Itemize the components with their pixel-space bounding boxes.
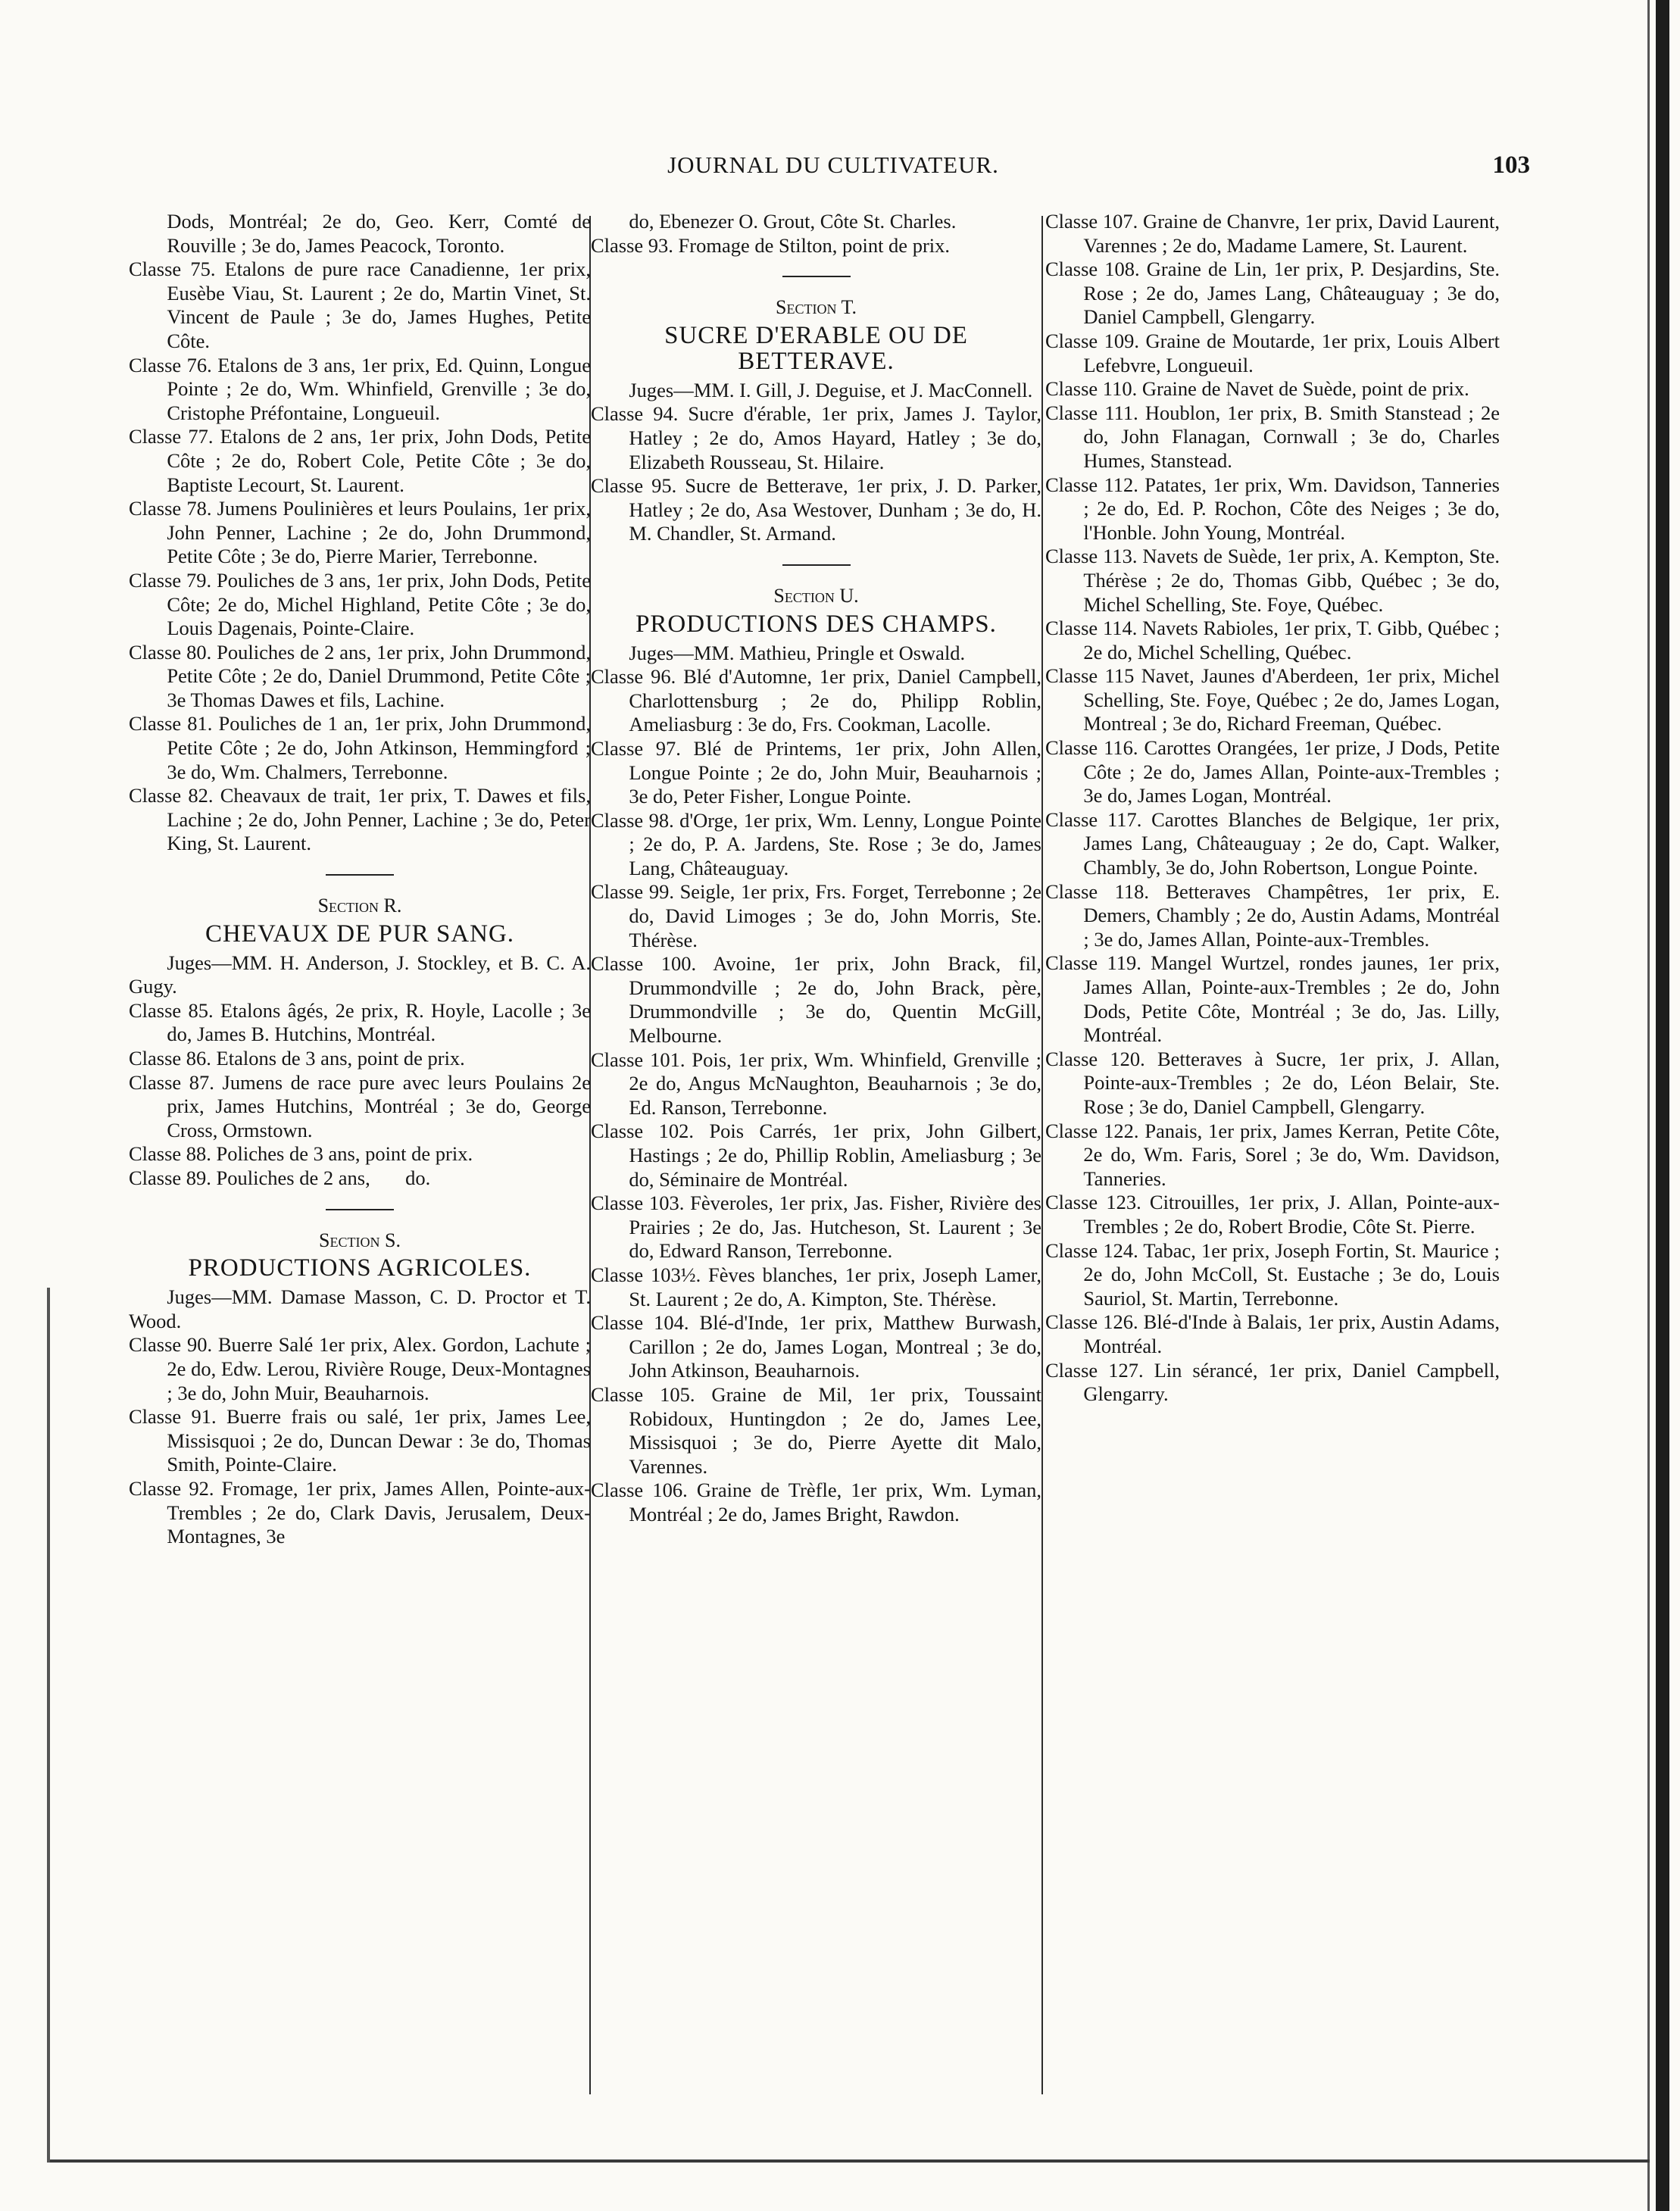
list-item: Classe 80. Pouliches de 2 ans, 1er prix, John Drummond, Petite Côte ; 2e do, Daniel Drummond, Petite Côte ; 3e Thomas Dawes et fils, Lachine.: [129, 640, 591, 711]
list-item: Classe 92. Fromage, 1er prix, James Allen, Pointe-aux-Trembles ; 2e do, Clark Davis, Jerusalem, Deux-Montagnes, 3e: [129, 1476, 591, 1548]
page-left-edge: [47, 1288, 50, 2163]
list-item: Classe 95. Sucre de Betterave, 1er prix, J. D. Parker, Hatley ; 2e do, Asa Westover, Dunham ; 3e do, H. M. Chandler, St. Armand.: [591, 474, 1041, 545]
section-title: CHEVAUX DE PUR SANG.: [205, 920, 515, 948]
list-item: Classe 96. Blé d'Automne, 1er prix, Daniel Campbell, Charlottensburg ; 2e do, Philipp Roblin, Ameliasburg : 3e do, Frs. Cookman, Lacolle.: [591, 665, 1041, 736]
section-divider: [782, 564, 851, 566]
list-item: Classe 102. Pois Carrés, 1er prix, John Gilbert, Hastings ; 2e do, Phillip Roblin, Ameliasburg ; 3e do, Séminaire de Montréal.: [591, 1120, 1041, 1191]
list-item: Classe 76. Etalons de 3 ans, 1er prix, Ed. Quinn, Longue Pointe ; 2e do, Wm. Whinfield, Grenville ; 3e do, Cristophe Préfontaine, Longueuil.: [129, 353, 591, 424]
list-item: Classe 79. Pouliches de 3 ans, 1er prix, John Dods, Petite Côte; 2e do, Michel Highland, Petite Côte ; 3e do, Louis Dagenais, Pointe-Claire.: [129, 568, 591, 640]
judges-line: Juges—MM. Damase Masson, C. D. Proctor et T. Wood.: [129, 1285, 591, 1332]
page-number: 103: [1492, 151, 1530, 179]
judges-line: Juges—MM. Mathieu, Pringle et Oswald.: [629, 641, 966, 664]
list-item: Classe 127. Lin sérancé, 1er prix, Daniel Campbell, Glengarry.: [1045, 1358, 1500, 1406]
list-item: Classe 99. Seigle, 1er prix, Frs. Forget, Terrebonne ; 2e do, David Limoges ; 3e do, John Morris, Ste. Thérèse.: [591, 880, 1041, 951]
section-label: Section R.: [317, 895, 402, 917]
book-binding-edge: [1656, 0, 1669, 2211]
section-title: PRODUCTIONS AGRICOLES.: [188, 1254, 532, 1282]
list-item: Classe 116. Carottes Orangées, 1er prize, J Dods, Petite Côte ; 2e do, James Allan, Pointe-aux-Trembles ; 3e do, James Logan, Montréal.: [1045, 736, 1500, 807]
list-item: Classe 94. Sucre d'érable, 1er prix, James J. Taylor, Hatley ; 2e do, Amos Hayard, Hatley ; 3e do, Elizabeth Rousseau, St. Hilaire.: [591, 402, 1041, 473]
list-item: Classe 89. Pouliches de 2 ans, do.: [129, 1166, 431, 1189]
list-item: Classe 109. Graine de Moutarde, 1er prix, Louis Albert Lefebvre, Longueuil.: [1045, 329, 1500, 376]
section-label: Section S.: [319, 1229, 401, 1251]
list-item: Classe 124. Tabac, 1er prix, Joseph Fortin, St. Maurice ; 2e do, John McColl, St. Eustache ; 3e do, Louis Sauriol, St. Martin, Terrebonne.: [1045, 1238, 1500, 1310]
section-title: PRODUCTIONS DES CHAMPS.: [635, 610, 997, 638]
list-item: Classe 118. Betteraves Champêtres, 1er prix, E. Demers, Chambly ; 2e do, Austin Adams, Montréal ; 3e do, James Allan, Pointe-aux-Trembles.: [1045, 879, 1500, 951]
list-item: Classe 78. Jumens Poulinières et leurs Poulains, 1er prix, John Penner, Lachine ; 2e do, John Drummond, Petite Côte ; 3e do, Pierre Marier, Terrebonne.: [129, 497, 591, 568]
list-item: Classe 85. Etalons âgés, 2e prix, R. Hoyle, Lacolle ; 3e do, James B. Hutchins, Montréal.: [129, 998, 591, 1046]
list-item: Classe 104. Blé-d'Inde, 1er prix, Matthew Burwash, Carillon ; 2e do, James Logan, Montreal ; 3e do, John Atkinson, Beauharnois.: [591, 1311, 1041, 1382]
list-item: Classe 86. Etalons de 3 ans, point de prix.: [129, 1047, 465, 1070]
list-item: Classe 113. Navets de Suède, 1er prix, A. Kempton, Ste. Thérèse ; 2e do, Thomas Gibb, Québec ; 3e do, Michel Schelling, Ste. Foye, Québec.: [1045, 545, 1500, 616]
section-title: SUCRE D'ERABLE OU DE BETTERAVE.: [664, 321, 968, 375]
list-item: Classe 91. Buerre frais ou salé, 1er prix, James Lee, Missisquoi ; 2e do, Duncan Dewar : 3e do, Thomas Smith, Pointe-Claire.: [129, 1405, 591, 1476]
list-item: Classe 103½. Fèves blanches, 1er prix, Joseph Lamer, St. Laurent ; 2e do, A. Kimpton, Ste. Thérèse.: [591, 1263, 1041, 1310]
list-item: Classe 101. Pois, 1er prix, Wm. Whinfield, Grenville ; 2e do, Angus McNaughton, Beauharnois ; 3e do, Ed. Ranson, Terrebonne.: [591, 1048, 1041, 1119]
list-item: do, Ebenezer O. Grout, Côte St. Charles.: [629, 210, 957, 233]
list-item: Classe 120. Betteraves à Sucre, 1er prix, J. Allan, Pointe-aux-Trembles ; 2e do, Léon Belair, Ste. Rose ; 3e do, Daniel Campbell, Glengarry.: [1045, 1047, 1500, 1118]
list-item: Classe 75. Etalons de pure race Canadienne, 1er prix, Eusèbe Viau, St. Laurent ; 2e do, Martin Vinet, St. Vincent de Paule ; 3e do, James Hughes, Petite Côte.: [129, 258, 591, 352]
list-item: Classe 112. Patates, 1er prix, Wm. Davidson, Tanneries ; 2e do, Ed. P. Rochon, Côte des Neiges ; 3e do, l'Honble. John Young, Montréal.: [1045, 473, 1500, 544]
column-3: [1045, 210, 1500, 1407]
judges-line: Juges—MM. I. Gill, J. Deguise, et J. MacConnell.: [629, 378, 1033, 401]
book-binding-line: [1647, 0, 1650, 2211]
page-header: [136, 151, 1530, 189]
running-title: JOURNAL DU CULTIVATEUR.: [667, 151, 999, 178]
list-item: Classe 82. Cheavaux de trait, 1er prix, T. Dawes et fils, Lachine ; 2e do, John Penner, Lachine ; 3e do, Peter King, St. Laurent.: [129, 784, 591, 855]
judges-line: Juges—MM. H. Anderson, J. Stockley, et B. C. A. Gugy.: [129, 951, 591, 998]
list-item: Classe 114. Navets Rabioles, 1er prix, T. Gibb, Québec ; 2e do, Michel Schelling, Québec.: [1045, 617, 1500, 664]
list-item: Classe 90. Buerre Salé 1er prix, Alex. Gordon, Lachute ; 2e do, Edw. Lerou, Rivière Rouge, Deux-Montagnes ; 3e do, John Muir, Beauharnois.: [129, 1333, 591, 1404]
list-item: Classe 81. Pouliches de 1 an, 1er prix, John Drummond, Petite Côte ; 2e do, John Atkinson, Hemmingford ; 3e do, Wm. Chalmers, Terrebonne.: [129, 712, 591, 783]
list-item: Classe 97. Blé de Printems, 1er prix, John Allen, Longue Pointe ; 2e do, John Muir, Beauharnois ; 3e do, Peter Fisher, Longue Pointe.: [591, 736, 1041, 808]
list-item: Classe 105. Graine de Mil, 1er prix, Toussaint Robidoux, Huntingdon ; 2e do, James Lee, Missisquoi ; 3e do, Pierre Ayette dit Malo, Varennes.: [591, 1382, 1041, 1478]
list-item: Classe 93. Fromage de Stilton, point de prix.: [591, 233, 951, 257]
list-item: Classe 77. Etalons de 2 ans, 1er prix, John Dods, Petite Côte ; 2e do, Robert Cole, Petite Côte ; 3e do, Baptiste Lecourt, St. Laurent.: [129, 425, 591, 496]
list-item: Dods, Montréal; 2e do, Geo. Kerr, Comté de Rouville ; 3e do, James Peacock, Toronto.: [167, 210, 591, 257]
section-label: Section U.: [773, 584, 859, 607]
list-item: Classe 115 Navet, Jaunes d'Aberdeen, 1er prix, Michel Schelling, Ste. Foye, Québec ; 2e do, James Logan, Montreal ; 3e do, Richard Freeman, Québec.: [1045, 664, 1500, 735]
list-item: Classe 98. d'Orge, 1er prix, Wm. Lenny, Longue Pointe ; 2e do, P. A. Jardens, Ste. Rose ; 3e do, James Lang, Châteauguay.: [591, 808, 1041, 879]
list-item: Classe 106. Graine de Trèfle, 1er prix, Wm. Lyman, Montréal ; 2e do, James Bright, Rawdon.: [591, 1479, 1041, 1526]
column-divider: [1041, 216, 1043, 2094]
list-item: Classe 122. Panais, 1er prix, James Kerran, Petite Côte, 2e do, Wm. Faris, Sorel ; 3e do, Wm. Davidson, Tanneries.: [1045, 1119, 1500, 1190]
section-divider: [782, 276, 851, 277]
list-item: Classe 87. Jumens de race pure avec leurs Poulains 2e prix, James Hutchins, Montréal ; 3e do, George Cross, Ormstown.: [129, 1070, 591, 1141]
list-item: Classe 103. Fèveroles, 1er prix, Jas. Fisher, Rivière des Prairies ; 2e do, Jas. Hutcheson, St. Laurent ; 3e do, Edward Ranson, Terrebonne.: [591, 1191, 1041, 1263]
section-divider: [326, 874, 394, 876]
list-item: Classe 108. Graine de Lin, 1er prix, P. Desjardins, Ste. Rose ; 2e do, James Lang, Châteauguay ; 3e do, Daniel Campbell, Glengarry.: [1045, 258, 1500, 329]
list-item: Classe 126. Blé-d'Inde à Balais, 1er prix, Austin Adams, Montréal.: [1045, 1310, 1500, 1357]
list-item: Classe 88. Poliches de 3 ans, point de prix.: [129, 1142, 473, 1166]
list-item: Classe 111. Houblon, 1er prix, B. Smith Stanstead ; 2e do, John Flanagan, Cornwall ; 3e do, Charles Humes, Stanstead.: [1045, 401, 1500, 472]
list-item: Classe 107. Graine de Chanvre, 1er prix, David Laurent, Varennes ; 2e do, Madame Lamere, St. Laurent.: [1045, 210, 1500, 257]
list-item: Classe 110. Graine de Navet de Suède, point de prix.: [1045, 377, 1469, 401]
list-item: Classe 117. Carottes Blanches de Belgique, 1er prix, James Lang, Châteauguay ; 2e do, Capt. Walker, Chambly, 3e do, John Robertson, Longue Pointe.: [1045, 807, 1500, 879]
section-label: Section T.: [776, 296, 857, 319]
list-item: Classe 119. Mangel Wurtzel, rondes jaunes, 1er prix, James Allan, Pointe-aux-Trembles ; 2e do, John Dods, Petite Côte, Montréal ; 3e do, Jas. Lilly, Montréal.: [1045, 951, 1500, 1047]
section-divider: [326, 1209, 394, 1210]
column-1: [129, 210, 591, 1549]
column-2: [591, 210, 1041, 1527]
page-bottom-edge: [47, 2159, 1650, 2163]
list-item: Classe 123. Citrouilles, 1er prix, J. Allan, Pointe-aux-Trembles ; 2e do, Robert Brodie, Côte St. Pierre.: [1045, 1191, 1500, 1238]
list-item: Classe 100. Avoine, 1er prix, John Brack, fil, Drummondville ; 2e do, John Brack, père, Drummondville ; 3e do, Quentin McGill, Melbourne.: [591, 952, 1041, 1048]
